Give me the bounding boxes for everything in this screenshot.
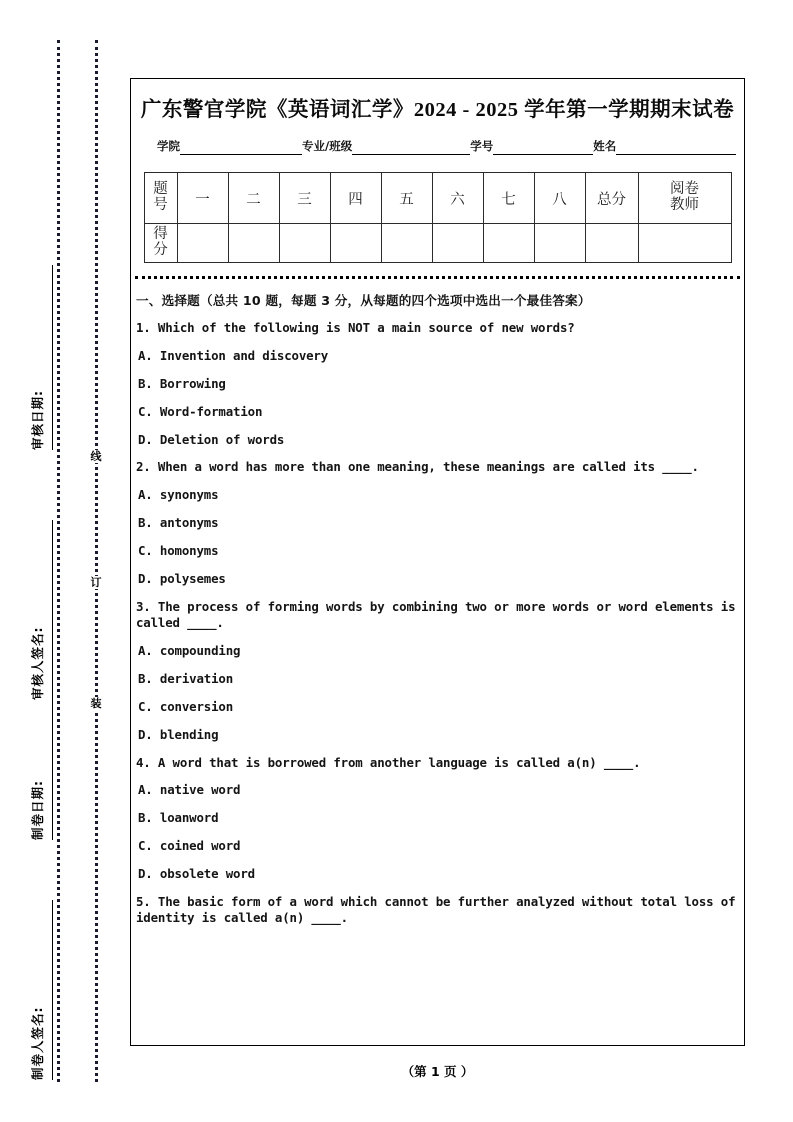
- name-input[interactable]: [616, 141, 736, 155]
- page-title: 广东警官学院《英语词汇学》2024 - 2025 学年第一学期期末试卷: [140, 99, 735, 121]
- score-table: [144, 172, 732, 263]
- left-margin-binding-area: [0, 0, 128, 1122]
- page-footer: （第 1 页 ）: [401, 1064, 474, 1079]
- review-date-label: 审核日期:: [30, 390, 45, 450]
- grader-cell[interactable]: [638, 224, 731, 263]
- score-row-header: [144, 224, 177, 263]
- name-field[interactable]: [593, 138, 736, 155]
- college-field[interactable]: [157, 138, 302, 155]
- fold-mark-ding: 订: [88, 576, 104, 589]
- student-id-label: 学号: [470, 139, 494, 153]
- question-1-option-d[interactable]: D. Deletion of words: [138, 431, 285, 447]
- major-class-field[interactable]: [302, 138, 470, 155]
- score-table-header-row: [144, 173, 731, 224]
- score-col-header-3: 三: [279, 173, 330, 224]
- score-cell-6[interactable]: [432, 224, 483, 263]
- score-col-header-7: 七: [483, 173, 534, 224]
- score-col-header-1: 一: [177, 173, 228, 224]
- student-id-input[interactable]: [493, 141, 593, 155]
- question-stem-3: 3. The process of forming words by combining two or more words or word elements is called ____.: [136, 598, 743, 631]
- question-stem-5: 5. The basic form of a word which cannot be further analyzed without total loss of identity is called a(n) ____.: [136, 893, 743, 926]
- question-3-option-d[interactable]: D. blending: [138, 726, 219, 742]
- question-2-option-d[interactable]: D. polysemes: [138, 570, 226, 586]
- grader-header-top: 阅卷: [670, 181, 699, 198]
- college-input[interactable]: [180, 141, 302, 155]
- paper-author-signature-label: 制卷人签名:: [30, 1006, 45, 1080]
- question-3-option-a[interactable]: A. compounding: [138, 643, 241, 658]
- total-score-header: 总分: [585, 173, 638, 224]
- grader-header-bottom: 教师: [670, 197, 699, 213]
- score-col-header-4: 四: [330, 173, 381, 224]
- question-4-option-c[interactable]: C. coined word: [138, 838, 241, 854]
- name-label: 姓名: [593, 139, 617, 153]
- question-1-option-c[interactable]: C. Word-formation: [138, 403, 263, 419]
- question-number-header: [144, 173, 177, 224]
- score-cell-4[interactable]: [330, 224, 381, 263]
- grader-header: [638, 173, 731, 224]
- score-col-header-8: 八: [534, 173, 585, 224]
- score-col-header-2: 二: [228, 173, 279, 224]
- fold-mark-xian: 线: [88, 450, 104, 463]
- score-col-header-5: 五: [381, 173, 432, 224]
- question-1-option-a[interactable]: A. Invention and discovery: [138, 347, 329, 363]
- question-number-header-top: 题: [153, 181, 168, 198]
- score-cell-1[interactable]: [177, 224, 228, 263]
- question-4-option-a[interactable]: A. native word: [138, 782, 241, 798]
- score-row-header-top: 得: [153, 226, 168, 243]
- reviewer-signature-label: 审核人签名:: [30, 626, 45, 700]
- question-1-option-b[interactable]: B. Borrowing: [138, 375, 226, 391]
- paper-date-blank: [52, 660, 53, 840]
- score-row-header-bottom: 分: [153, 242, 168, 258]
- margin-dotted-line-outer: [57, 40, 60, 1082]
- question-4-option-b[interactable]: B. loanword: [138, 810, 219, 826]
- review-date-blank: [52, 265, 53, 450]
- major-class-input[interactable]: [352, 141, 470, 155]
- question-stem-2: 2. When a word has more than one meaning, these meanings are called its ____.: [136, 459, 699, 475]
- score-table-value-row: [144, 224, 731, 263]
- score-col-header-6: 六: [432, 173, 483, 224]
- section-heading: 一、选择题（总共 10 题，每题 3 分，从每题的四个选项中选出一个最佳答案）: [136, 293, 591, 308]
- question-2-option-c[interactable]: C. homonyms: [138, 543, 219, 558]
- paper-author-signature-blank: [52, 900, 53, 1080]
- question-3-option-c[interactable]: C. conversion: [138, 698, 234, 714]
- student-info-row: [157, 138, 728, 155]
- question-stem-4: 4. A word that is borrowed from another language is called a(n) ____.: [136, 754, 641, 770]
- paper-date-label: 制卷日期:: [30, 780, 45, 840]
- exam-paper-body: [130, 78, 745, 1046]
- question-number-header-bottom: 号: [153, 197, 168, 213]
- section-divider: [135, 276, 740, 279]
- question-2-option-b[interactable]: B. antonyms: [138, 515, 219, 531]
- student-id-field[interactable]: [470, 138, 593, 155]
- questions-container: [131, 290, 744, 927]
- question-4-option-d[interactable]: D. obsolete word: [138, 866, 255, 881]
- total-score-cell[interactable]: [585, 224, 638, 263]
- question-2-option-a[interactable]: A. synonyms: [138, 487, 219, 503]
- margin-dotted-line-inner: [95, 40, 98, 1082]
- score-cell-5[interactable]: [381, 224, 432, 263]
- fold-mark-zhuang: 装: [88, 697, 104, 710]
- major-class-label: 专业/班级: [302, 139, 353, 153]
- college-label: 学院: [157, 139, 180, 153]
- question-stem-1: 1. Which of the following is NOT a main source of new words?: [136, 320, 575, 335]
- question-3-option-b[interactable]: B. derivation: [138, 670, 234, 686]
- score-cell-2[interactable]: [228, 224, 279, 263]
- score-cell-7[interactable]: [483, 224, 534, 263]
- score-cell-8[interactable]: [534, 224, 585, 263]
- score-cell-3[interactable]: [279, 224, 330, 263]
